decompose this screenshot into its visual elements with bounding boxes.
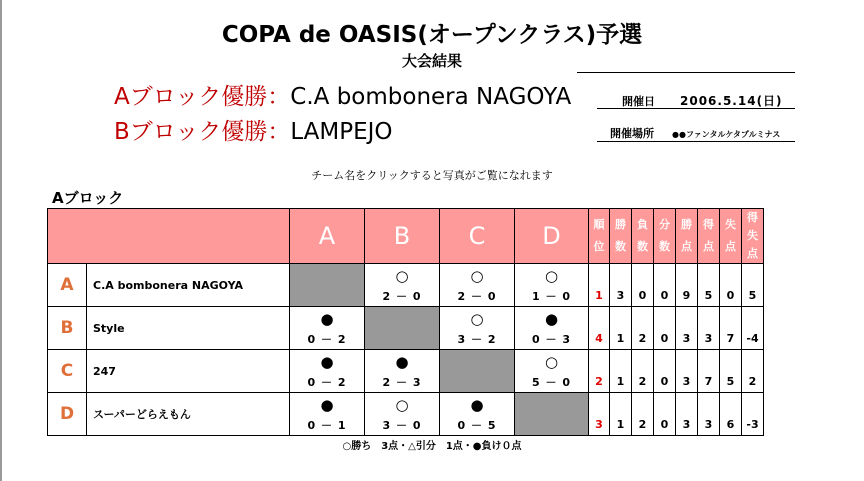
block-label: Aブロック xyxy=(52,189,124,207)
stat-goal-diff: 2 xyxy=(742,350,764,393)
match-score: 0 － 2 xyxy=(307,333,347,346)
result-cell xyxy=(440,264,515,307)
window-left-edge xyxy=(0,0,2,481)
info-divider-mid xyxy=(597,108,795,109)
win-mark-icon: ○ xyxy=(544,267,559,285)
team-name-link[interactable]: Style xyxy=(87,307,290,350)
page-title: COPA de OASIS(オープンクラス)予選 xyxy=(221,22,643,48)
match-score: 2 － 0 xyxy=(382,290,422,303)
match-score: 3 － 2 xyxy=(457,333,497,346)
venue-label: 開催場所 xyxy=(610,127,654,140)
date-value: 2006.5.14(日) xyxy=(680,94,783,108)
win-mark-icon: ○ xyxy=(395,396,409,414)
date-label: 開催日 xyxy=(622,95,655,108)
win-mark-icon: ○ xyxy=(544,353,559,371)
page-subtitle: 大会結果 xyxy=(401,52,462,70)
info-divider-top xyxy=(577,72,795,73)
loss-mark-icon: ● xyxy=(544,310,559,328)
stat-points: 3 xyxy=(676,350,698,393)
self-match-cell xyxy=(365,307,440,350)
stat-header-wins: 勝 数 xyxy=(610,209,632,264)
table-row xyxy=(48,393,764,436)
stat-header-goals-for: 得 点 xyxy=(698,209,720,264)
stat-wins: 1 xyxy=(610,350,632,393)
loss-mark-icon: ● xyxy=(320,396,334,414)
match-score: 0 － 3 xyxy=(532,333,571,346)
result-cell xyxy=(365,264,440,307)
stat-rank: 2 xyxy=(589,350,610,393)
col-header-b: B xyxy=(365,209,440,264)
winner-b-label: Bブロック優勝： xyxy=(114,119,291,145)
table-row xyxy=(48,307,764,350)
match-score: 5 － 0 xyxy=(532,376,571,389)
match-score: 0 － 2 xyxy=(307,376,347,389)
winner-a xyxy=(114,78,571,111)
team-name-link[interactable]: C.A bombonera NAGOYA xyxy=(87,264,290,307)
result-cell xyxy=(365,350,440,393)
loss-mark-icon: ● xyxy=(320,310,334,328)
stat-goals-for: 7 xyxy=(698,350,720,393)
row-letter: D xyxy=(48,393,87,436)
self-match-cell xyxy=(440,350,515,393)
result-cell xyxy=(290,393,365,436)
stat-goals-for: 3 xyxy=(698,307,720,350)
row-letter: C xyxy=(48,350,87,393)
stat-draws: 0 xyxy=(654,264,676,307)
stat-goal-diff: -3 xyxy=(742,393,764,436)
stat-goal-diff: -4 xyxy=(742,307,764,350)
table-header-row xyxy=(48,209,764,264)
win-mark-icon: ○ xyxy=(470,310,484,328)
win-mark-icon: ○ xyxy=(470,267,484,285)
stat-header-goals-against: 失 点 xyxy=(720,209,742,264)
row-letter: B xyxy=(48,307,87,350)
header-blank xyxy=(48,209,290,264)
col-header-a: A xyxy=(290,209,365,264)
loss-mark-icon: ● xyxy=(320,353,334,371)
match-score: 0 － 1 xyxy=(307,419,347,432)
self-match-cell xyxy=(515,393,589,436)
click-hint: チーム名をクリックすると写真がご覧になれます xyxy=(311,169,553,182)
result-cell xyxy=(515,350,589,393)
result-cell xyxy=(515,264,589,307)
result-cell xyxy=(365,393,440,436)
stat-rank: 3 xyxy=(589,393,610,436)
stat-goals-against: 7 xyxy=(720,307,742,350)
match-score: 2 － 3 xyxy=(382,376,422,389)
self-match-cell xyxy=(290,264,365,307)
stat-losses: 2 xyxy=(632,393,654,436)
col-header-d: D xyxy=(515,209,589,264)
match-score: 0 － 5 xyxy=(457,419,497,432)
stat-wins: 1 xyxy=(610,393,632,436)
table-row xyxy=(48,350,764,393)
stat-losses: 0 xyxy=(632,264,654,307)
venue-value: ●●ファンタルケタプルミナス xyxy=(672,130,781,139)
result-cell xyxy=(440,393,515,436)
stat-draws: 0 xyxy=(654,350,676,393)
stat-goals-against: 6 xyxy=(720,393,742,436)
stat-header-rank: 順 位 xyxy=(589,209,610,264)
loss-mark-icon: ● xyxy=(470,396,484,414)
result-cell xyxy=(440,307,515,350)
match-score: 2 － 0 xyxy=(457,290,497,303)
stat-header-losses: 負 数 xyxy=(632,209,654,264)
result-cell xyxy=(515,307,589,350)
winner-b-team: LAMPEJO xyxy=(290,119,393,145)
table-row xyxy=(48,264,764,307)
row-letter: A xyxy=(48,264,87,307)
info-divider-bottom xyxy=(597,141,795,142)
col-header-c: C xyxy=(440,209,515,264)
winner-a-label: Aブロック優勝： xyxy=(114,84,291,110)
stat-points: 3 xyxy=(676,393,698,436)
result-cell xyxy=(290,350,365,393)
stat-goals-against: 5 xyxy=(720,350,742,393)
stat-wins: 1 xyxy=(610,307,632,350)
stat-points: 9 xyxy=(676,264,698,307)
stat-points: 3 xyxy=(676,307,698,350)
stat-goals-for: 3 xyxy=(698,393,720,436)
result-cell xyxy=(290,307,365,350)
loss-mark-icon: ● xyxy=(395,353,409,371)
stat-wins: 3 xyxy=(610,264,632,307)
winner-a-team: C.A bombonera NAGOYA xyxy=(290,84,572,110)
stat-goals-for: 5 xyxy=(698,264,720,307)
winner-b xyxy=(114,113,393,146)
stat-rank: 1 xyxy=(589,264,610,307)
match-score: 3 － 0 xyxy=(382,419,422,432)
team-name-link[interactable]: スーパーどらえもん xyxy=(87,393,290,436)
match-score: 1 － 0 xyxy=(532,290,571,303)
win-mark-icon: ○ xyxy=(395,267,409,285)
stat-draws: 0 xyxy=(654,307,676,350)
stat-header-goal-diff: 得 失点 xyxy=(742,209,764,264)
stat-header-points: 勝 点 xyxy=(676,209,698,264)
team-name-link[interactable]: 247 xyxy=(87,350,290,393)
stat-goal-diff: 5 xyxy=(742,264,764,307)
league-table xyxy=(47,208,764,436)
stat-header-draws: 分 数 xyxy=(654,209,676,264)
stat-rank: 4 xyxy=(589,307,610,350)
stat-losses: 2 xyxy=(632,307,654,350)
stat-draws: 0 xyxy=(654,393,676,436)
stat-losses: 2 xyxy=(632,350,654,393)
stat-goals-against: 0 xyxy=(720,264,742,307)
scoring-legend: ○勝ち 3点・△引分 1点・●負け０点 xyxy=(342,441,522,452)
